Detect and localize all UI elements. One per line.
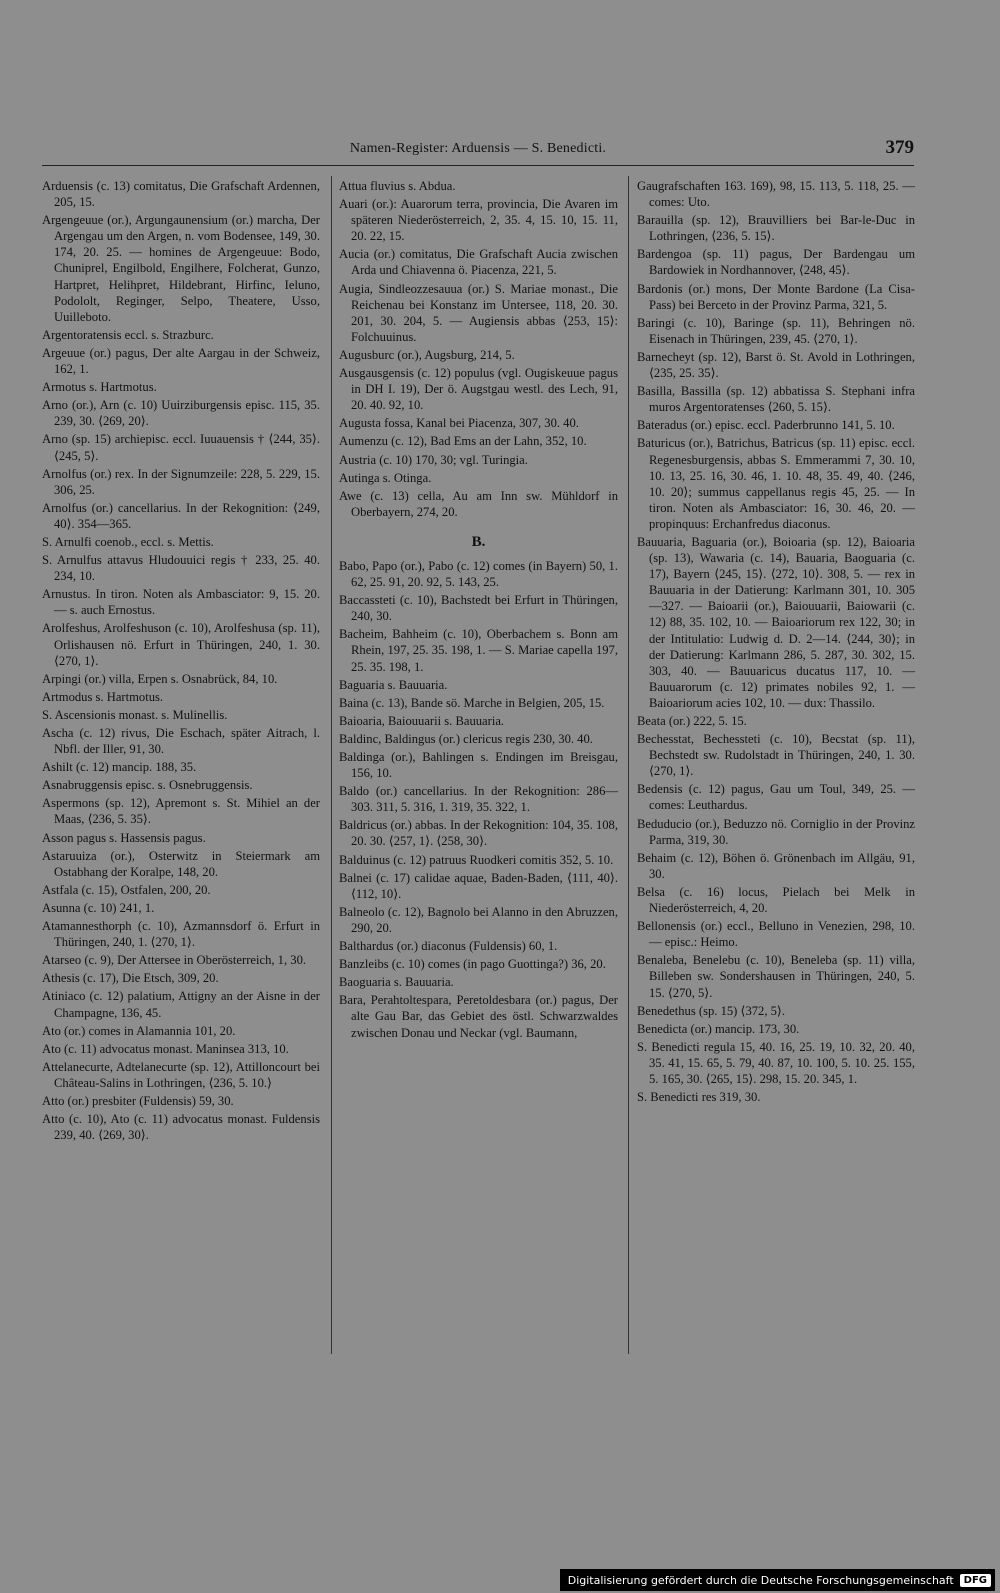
index-entry: Baoguaria s. Bauuaria.: [339, 975, 454, 990]
header-title: Namen-Register: Arduensis — S. Benedicti.: [349, 141, 607, 156]
index-entry: Argeuue (or.) pagus, Der alte Aargau in der Schweiz, 162, 1.: [42, 345, 320, 377]
index-entry: Bacheim, Bahheim (c. 10), Oberbachem s. Bonn am Rhein, 197, 25. 35. 198, 1. — S. Mariae capella 197, 25. 35. 198, 1.: [339, 627, 618, 674]
index-entry: Baringi (c. 10), Baringe (sp. 11), Behringen nö. Eisenach in Thüringen, 239, 45. ⟨270, 1⟩.: [637, 315, 915, 346]
index-entry: Atto (c. 10), Ato (c. 11) advocatus monast. Fuldensis 239, 40. ⟨269, 30⟩.: [42, 1112, 320, 1143]
index-entry: Arduensis (c. 13) comitatus, Die Grafschaft Ardennen, 205, 15.: [42, 179, 320, 210]
section-letter: B.: [471, 533, 486, 550]
index-entry: Baioaria, Baiouuarii s. Bauuaria.: [339, 713, 505, 728]
index-entry: Aucia (or.) comitatus, Die Grafschaft Aucia zwischen Arda und Chiavenna ö. Piacenza, 221, 5.: [339, 247, 618, 278]
index-entry: Bardengoa (sp. 11) pagus, Der Bardengau um Bardowiek in Nordhannover, ⟨248, 45⟩.: [637, 247, 915, 278]
index-entry: Ashilt (c. 12) mancip. 188, 35.: [42, 760, 197, 775]
index-entry: Balthardus (or.) diaconus (Fuldensis) 60, 1.: [339, 939, 558, 954]
column-divider: [331, 176, 332, 1354]
index-entry: Atto (or.) presbiter (Fuldensis) 59, 30.: [42, 1093, 234, 1108]
dfg-logo: DFG: [960, 1574, 991, 1587]
index-entry: Baldinc, Baldingus (or.) clericus regis 230, 30. 40.: [339, 731, 593, 746]
index-entry: Austria (c. 10) 170, 30; vgl. Turingia.: [339, 452, 528, 467]
index-entry: Astaruuiza (or.), Osterwitz in Steiermark am Ostabhang der Koralpe, 148, 20.: [42, 848, 320, 879]
page-number: 379: [885, 137, 914, 158]
index-entry: Baguaria s. Bauuaria.: [339, 677, 448, 692]
index-entry: Gaugrafschaften 163. 169), 98, 15. 113, 5. 118, 25. — comes: Uto.: [637, 179, 915, 210]
index-entry: Autinga s. Otinga.: [339, 470, 432, 485]
index-entry: Atarseo (c. 9), Der Attersee in Oberösterreich, 1, 30.: [42, 953, 307, 968]
index-entry: Bedensis (c. 12) pagus, Gau um Toul, 349, 25. — comes: Leuthardus.: [637, 782, 915, 813]
dfg-funding-banner: [560, 1569, 995, 1591]
index-entry: Basilla, Bassilla (sp. 12) abbatissa S. Stephani infra muros Argentoratenses ⟨260, 5. 15⟩.: [637, 384, 915, 415]
index-entry: Baldricus (or.) abbas. In der Rekognition: 104, 35. 108, 20. 30. ⟨257, 1⟩. ⟨258, 30⟩.: [339, 818, 618, 849]
index-entry: S. Arnulfus attavus Hludouuici regis † 233, 25. 40. 234, 10.: [42, 553, 320, 584]
index-entry: Ausgausgensis (c. 12) populus (vgl. Ougiskeuue pagus in DH I. 19), Der ö. Augstgau westl. des Lech, 91, 20. 40. 92, 10.: [339, 366, 618, 413]
column-divider: [628, 176, 629, 1354]
index-entry: Aspermons (sp. 12), Apremont s. St. Mihiel an der Maas, ⟨236, 5. 35⟩.: [42, 796, 320, 827]
index-entry: Asson pagus s. Hassensis pagus.: [42, 830, 206, 845]
index-entry: Banzleibs (c. 10) comes (in pago Guottinga?) 36, 20.: [339, 957, 606, 972]
index-entry: Ato (c. 11) advocatus monast. Maninsea 313, 10.: [42, 1041, 289, 1056]
index-entry: Bateradus (or.) episc. eccl. Paderbrunno 141, 5. 10.: [637, 418, 895, 433]
index-entry: Astfala (c. 15), Ostfalen, 200, 20.: [42, 882, 211, 897]
index-entry: Aumenzu (c. 12), Bad Ems an der Lahn, 352, 10.: [339, 434, 587, 449]
index-entry: Athesis (c. 17), Die Etsch, 309, 20.: [42, 971, 219, 986]
index-entry: Beata (or.) 222, 5. 15.: [637, 714, 747, 728]
index-entry: Baina (c. 13), Bande sö. Marche in Belgien, 205, 15.: [339, 695, 605, 710]
index-entry: Augusta fossa, Kanal bei Piacenza, 307, 30. 40.: [339, 416, 579, 431]
index-entry: Barnecheyt (sp. 12), Barst ö. St. Avold in Lothringen, ⟨235, 25. 35⟩.: [637, 349, 915, 381]
index-entry: Baturicus (or.), Batrichus, Batricus (sp. 11) episc. eccl. Regenesburgensis, abbas S. Emmerammi 7, 30. 10, 10. 13, 25. 16, 30. 46, 1. 10. 48, 35. 49, 40. ⟨246, 10. 20⟩; summus cappellanus regis 45, 25. — In tiron. Noten als Ambasciator: 16, 30. 46, 20. — propinquus: Erchanfredus diaconus.: [637, 436, 915, 531]
index-entry: Attelanecurte, Adtelanecurte (sp. 12), Attilloncourt bei Château-Salins in Lothringen, ⟨236, 5. 10.⟩: [42, 1059, 320, 1090]
index-entry: Bellonensis (or.) eccl., Belluno in Venezien, 298, 10. — episc.: Heimo.: [637, 919, 915, 950]
index-entry: Baldo (or.) cancellarius. In der Rekognition: 286—303. 311, 5. 316, 1. 319, 35. 322, 1.: [339, 784, 618, 815]
index-entry: Balnei (c. 17) calidae aquae, Baden-Baden, ⟨111, 40⟩. ⟨112, 10⟩.: [339, 870, 618, 901]
index-entry: Benedethus (sp. 15) ⟨372, 5⟩.: [637, 1003, 785, 1018]
index-entry: S. Benedicti res 319, 30.: [637, 1090, 761, 1105]
index-entry: Bara, Perahtoltespara, Peretoldesbara (or.) pagus, Der alte Gau Bar, das Gebiet des östl. Schwarzwaldes zwischen Donau und Neckar (vgl. Baumann,: [339, 993, 618, 1040]
running-header: [42, 139, 914, 165]
index-entry: Belsa (c. 16) locus, Pielach bei Melk in Niederösterreich, 4, 20.: [637, 884, 915, 916]
index-entry: Barauilla (sp. 12), Brauvilliers bei Bar-le-Duc in Lothringen, ⟨236, 5. 15⟩.: [637, 213, 915, 244]
index-entry: Argengeuue (or.), Argungaunensium (or.) marcha, Der Argengau um den Argen, n. vom Bodensee, 149, 30. 174, 20. 25. — homines de Argengeuue: Bodo, Chuniprel, Engilbold, Engilhere, Folcherat, Gunzo, Hartpret, Helihpret, Hildebrant, Hirfinc, Ieluno, Podololt, Reginger, Selpo, Theatere, Usso, Uuilleboto.: [42, 213, 320, 324]
index-entry: Argentoratensis eccl. s. Strazburc.: [42, 327, 214, 342]
index-entry: Armotus s. Hartmotus.: [42, 380, 157, 395]
index-entry: Bardonis (or.) mons, Der Monte Bardone (La Cisa-Pass) bei Berceto in der Provinz Parma, 321, 5.: [637, 281, 915, 312]
index-entry: S. Arnulfi coenob., eccl. s. Mettis.: [42, 534, 214, 549]
index-entry: Ascha (c. 12) rivus, Die Eschach, später Aitrach, l. Nbfl. der Iller, 91, 30.: [42, 726, 320, 757]
index-entry: Awe (c. 13) cella, Au am Inn sw. Mühldorf in Oberbayern, 274, 20.: [339, 488, 618, 519]
index-entry: Atamannesthorph (c. 10), Azmannsdorf ö. Erfurt in Thüringen, 240, 1. ⟨270, 1⟩.: [42, 919, 320, 950]
index-entry: Arno (or.), Arn (c. 10) Uuirziburgensis episc. 115, 35. 239, 30. ⟨269, 20⟩.: [42, 398, 320, 429]
index-entry: Arno (sp. 15) archiepisc. eccl. Iuuauensis † ⟨244, 35⟩. ⟨245, 5⟩.: [42, 432, 320, 463]
index-entry: Baccassteti (c. 10), Bachstedt bei Erfurt in Thüringen, 240, 30.: [339, 593, 618, 624]
index-entry: Balduinus (c. 12) patruus Ruodkeri comitis 352, 5. 10.: [339, 852, 614, 867]
funding-text: Digitalisierung gefördert durch die Deutsche Forschungsgemeinschaft: [567, 1573, 954, 1587]
index-entry: Artmodus s. Hartmotus.: [42, 689, 164, 704]
index-entry: Behaim (c. 12), Böhen ö. Grönenbach im Allgäu, 91, 30.: [637, 850, 915, 881]
index-entry: Asnabruggensis episc. s. Osnebruggensis.: [42, 778, 253, 793]
index-entry: Arnustus. In tiron. Noten als Ambasciator: 9, 15. 20. — s. auch Ernostus.: [42, 587, 320, 618]
index-entry: Asunna (c. 10) 241, 1.: [42, 900, 155, 915]
index-entry: Arnolfus (or.) cancellarius. In der Rekognition: ⟨249, 40⟩. 354—365.: [42, 500, 320, 531]
index-entry: Attua fluvius s. Abdua.: [339, 179, 456, 193]
header-rule: [42, 165, 914, 166]
index-entry: Balneolo (c. 12), Bagnolo bei Alanno in den Abruzzen, 290, 20.: [339, 904, 618, 935]
index-entry: Augia, Sindleozzesauua (or.) S. Mariae monast., Die Reichenau bei Konstanz im Untersee, 118, 20. 30. 201, 30. 204, 5. — Augiensis abbas ⟨253, 15⟩: Folchuuinus.: [339, 281, 618, 344]
index-column-3: [637, 178, 915, 1107]
index-entry: Bauuaria, Baguaria (or.), Boioaria (sp. 12), Baioaria (sp. 13), Wawaria (c. 14), Bauaria, Baoguaria (c. 17), Bayern ⟨245, 15⟩. ⟨272, 10⟩. 308, 5. — rex in Bauuaria in der Datierung: Karlmann 301, 10. 305—327. — Baioarii (or.), Baiouuarii, Baiowarii (c. 12) 88, 35. 102, 10. — Baioariorum rex 122, 30; in der Intitulatio: Ludwig d. D. 2—14. ⟨244, 30⟩; in der Datierung: Karlmann 286, 5. 287, 30. 302, 15. 303, 40. — Bauuaricus ducatus 117, 10. — Bauuarorum (c. 12) primates nobiles 92, 1. — Baioariorum acies 102, 10. — dux: Thassilo.: [637, 534, 915, 710]
index-entry: Bechesstat, Bechessteti (c. 10), Becstat (sp. 11), Bechstedt sw. Rudolstadt in Thüringen, 240, 1. 30. ⟨270, 1⟩.: [637, 732, 915, 779]
index-entry: Arolfeshus, Arolfeshuson (c. 10), Arolfeshusa (sp. 11), Orlishausen nö. Erfurt in Thüringen, 240, 1. 30. ⟨270, 1⟩.: [42, 621, 320, 668]
index-column-2: [339, 178, 618, 1043]
index-entry: Baldinga (or.), Bahlingen s. Endingen im Breisgau, 156, 10.: [339, 750, 618, 781]
index-entry: Atiniaco (c. 12) palatium, Attigny an der Aisne in der Champagne, 136, 45.: [42, 989, 320, 1020]
index-entry: Auari (or.): Auarorum terra, provincia, Die Avaren im späteren Niederösterreich, 2, 35. 4, 15. 10, 15. 11, 20. 22, 15.: [339, 197, 618, 244]
index-entry: Benedicta (or.) mancip. 173, 30.: [637, 1021, 800, 1036]
index-entry: Babo, Papo (or.), Pabo (c. 12) comes (in Bayern) 50, 1. 62, 25. 91, 20. 92, 5. 143, 25.: [339, 558, 618, 590]
index-entry: Arpingi (or.) villa, Erpen s. Osnabrück, 84, 10.: [42, 671, 278, 686]
index-entry: Arnolfus (or.) rex. In der Signumzeile: 228, 5. 229, 15. 306, 25.: [42, 466, 320, 497]
index-column-1: [42, 178, 320, 1145]
index-entry: Ato (or.) comes in Alamannia 101, 20.: [42, 1023, 236, 1038]
index-entry: Augusburc (or.), Augsburg, 214, 5.: [339, 347, 515, 362]
index-entry: S. Ascensionis monast. s. Mulinellis.: [42, 707, 228, 722]
index-entry: Benaleba, Benelebu (c. 10), Beneleba (sp. 11) villa, Billeben sw. Sondershausen in Thüringen, 240, 5. 15. ⟨270, 5⟩.: [637, 953, 915, 1000]
index-entry: Beduducio (or.), Beduzzo nö. Corniglio in der Provinz Parma, 319, 30.: [637, 816, 915, 847]
index-entry: S. Benedicti regula 15, 40. 16, 25. 19, 10. 32, 20. 40, 35. 41, 15. 65, 5. 79, 40. 87, 10. 100, 5. 10. 25. 155, 5. 165, 30. ⟨265, 15⟩. 298, 15. 20. 345, 1.: [637, 1039, 915, 1086]
